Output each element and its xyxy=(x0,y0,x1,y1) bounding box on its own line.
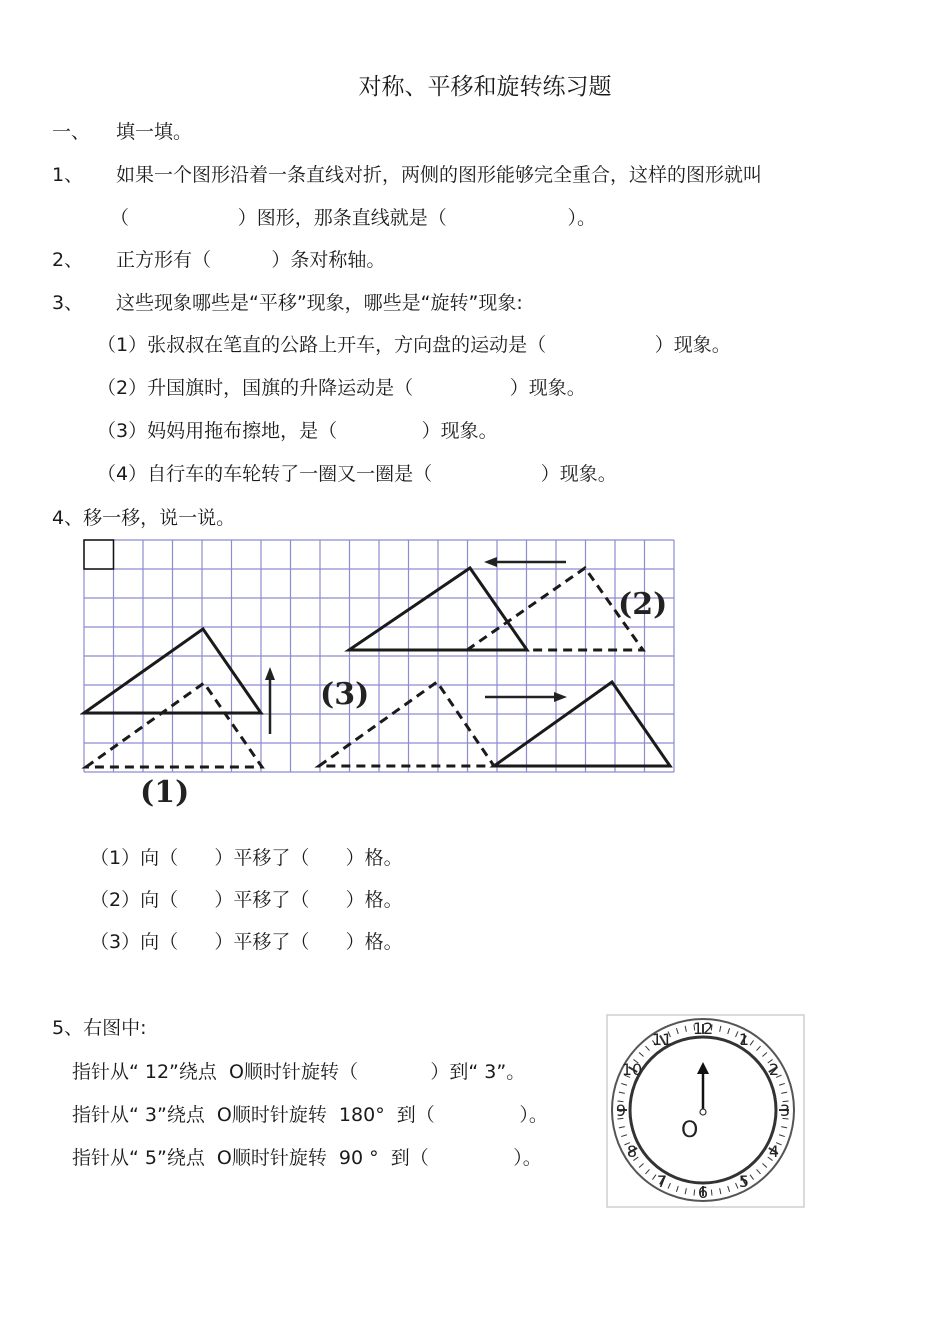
question-5-heading: 5、右图中: xyxy=(52,1017,147,1039)
question-4-answer: （1）向（ ）平移了（ ）格。 xyxy=(90,847,403,869)
clock-tick xyxy=(711,1190,712,1196)
question-4-answer: （2）向（ ）平移了（ ）格。 xyxy=(90,889,403,911)
question-1-blanks: （ ）图形，那条直线就是（ ）。 xyxy=(110,207,597,229)
clock-number: 2 xyxy=(768,1060,780,1079)
right-arrow-head xyxy=(554,692,567,702)
clock-center-label: O xyxy=(681,1118,699,1143)
left-arrow-head xyxy=(484,557,497,567)
label-shape-2: (2) xyxy=(618,587,668,622)
clock-number: 4 xyxy=(768,1142,780,1161)
grid-corner-cell xyxy=(84,540,114,569)
question-5-line: 指针从“ 12”绕点 O顺时针旋转（ ）到“ 3”。 xyxy=(72,1061,526,1083)
clock-number: 10 xyxy=(621,1060,643,1079)
section-heading: 填一填。 xyxy=(116,121,193,143)
question-1-number: 1、 xyxy=(52,164,84,186)
clock-number: 1 xyxy=(738,1029,750,1049)
question-4-heading: 4、移一移，说一说。 xyxy=(52,507,236,529)
clock-number: 9 xyxy=(615,1101,627,1120)
question-3-text: 这些现象哪些是“平移”现象，哪些是“旋转”现象: xyxy=(116,292,523,314)
clock-number: 12 xyxy=(692,1019,714,1038)
question-2-text: 正方形有（ ）条对称轴。 xyxy=(116,249,386,271)
question-3-item: （4）自行车的车轮转了一圈又一圈是（ ）现象。 xyxy=(97,463,617,485)
label-shape-1: (1) xyxy=(140,775,190,810)
clock-number: 6 xyxy=(697,1183,709,1202)
question-3-number: 3、 xyxy=(52,292,84,314)
clock-tick xyxy=(694,1190,695,1196)
clock-number: 11 xyxy=(651,1029,673,1049)
clock-figure xyxy=(606,1014,806,1208)
question-4-answer: （3）向（ ）平移了（ ）格。 xyxy=(90,931,403,953)
up-arrow-head xyxy=(265,667,275,680)
clock-center xyxy=(700,1109,706,1115)
question-5-line: 指针从“ 3”绕点 O顺时针旋转 180° 到（ ）。 xyxy=(72,1104,548,1126)
page-title: 对称、平移和旋转练习题 xyxy=(358,74,612,100)
clock-number: 3 xyxy=(779,1101,791,1120)
question-1-text: 如果一个图形沿着一条直线对折，两侧的图形能够完全重合，这样的图形就叫 xyxy=(116,164,763,186)
triangle-2-original xyxy=(467,568,643,650)
triangle-1-moved xyxy=(86,683,262,767)
question-5-line: 指针从“ 5”绕点 O顺时针旋转 90 ° 到（ ）。 xyxy=(72,1147,542,1169)
clock-number: 7 xyxy=(656,1172,668,1192)
section-number: 一、 xyxy=(52,121,91,143)
question-3-item: （1）张叔叔在笔直的公路上开车，方向盘的运动是（ ）现象。 xyxy=(97,334,731,356)
translation-grid-figure xyxy=(80,536,680,812)
question-2-number: 2、 xyxy=(52,249,84,271)
question-3-item: （2）升国旗时，国旗的升降运动是（ ）现象。 xyxy=(97,377,586,399)
clock-number: 8 xyxy=(626,1142,638,1161)
clock-number: 5 xyxy=(738,1172,750,1192)
grid-lines xyxy=(84,540,674,772)
triangle-3-moved xyxy=(494,682,670,766)
question-3-item: （3）妈妈用拖布擦地，是（ ）现象。 xyxy=(97,420,498,442)
label-shape-3: (3) xyxy=(320,677,370,712)
